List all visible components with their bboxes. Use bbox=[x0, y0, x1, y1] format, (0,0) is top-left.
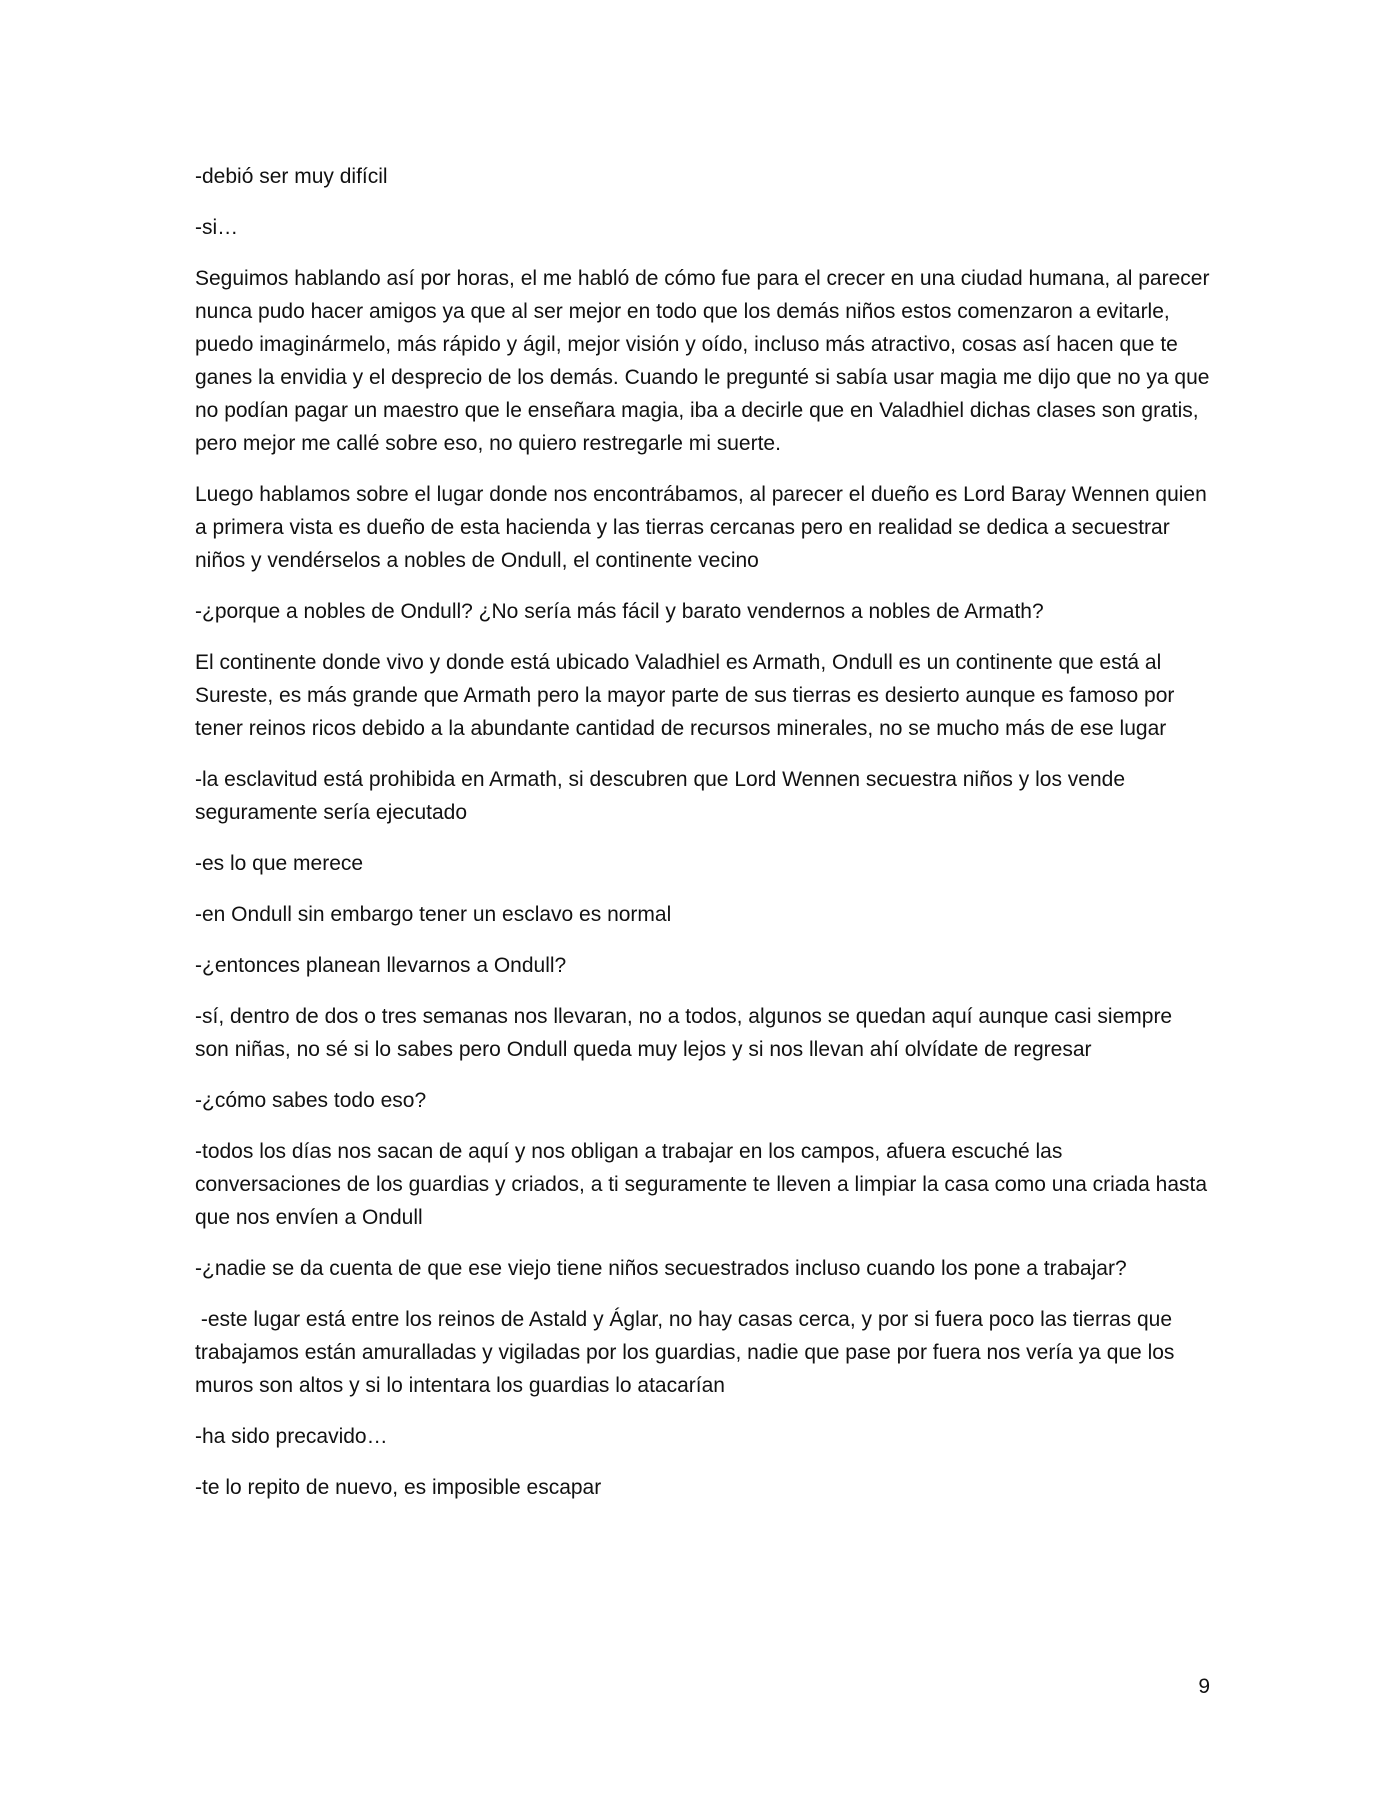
paragraph: -¿nadie se da cuenta de que ese viejo tiene niños secuestrados incluso cuando los pone a trabajar? bbox=[195, 1257, 1127, 1280]
paragraph: -¿entonces planean llevarnos a Ondull? bbox=[195, 954, 567, 977]
paragraph: -en Ondull sin embargo tener un esclavo es normal bbox=[195, 903, 672, 926]
paragraph: -¿porque a nobles de Ondull? ¿No sería más fácil y barato vendernos a nobles de Armath? bbox=[195, 600, 1044, 623]
paragraph: -sí, dentro de dos o tres semanas nos llevaran, no a todos, algunos se quedan aquí aunque casi siempre son niñas, no sé si lo sabes pero Ondull queda muy lejos y si nos llevan ahí olvídate de regresar bbox=[195, 1005, 1178, 1061]
paragraph: -¿cómo sabes todo eso? bbox=[195, 1089, 427, 1112]
page-number: 9 bbox=[1198, 1675, 1210, 1698]
paragraph: Seguimos hablando así por horas, el me habló de cómo fue para el crecer en una ciudad humana, al parecer nunca pudo hacer amigos ya que al ser mejor en todo que los demás niños estos comenzaron a evitarle, puedo imaginármelo, más rápido y ágil, mejor visión y oído, incluso más atractivo, cosas así hacen que te ganes la envidia y el desprecio de los demás. Cuando le pregunté si sabía usar magia me dijo que no ya que no podían pagar un maestro que le enseñara magia, iba a decirle que en Valadhiel dichas clases son gratis, pero mejor me callé sobre eso, no quiero restregarle mi suerte. bbox=[195, 267, 1216, 455]
paragraph: -si… bbox=[195, 216, 239, 239]
paragraph: Luego hablamos sobre el lugar donde nos encontrábamos, al parecer el dueño es Lord Baray Wennen quien a primera vista es dueño de esta hacienda y las tierras cercanas pero en realidad se dedica a secuestrar niños y vendérselos a nobles de Ondull, el continente vecino bbox=[195, 483, 1213, 572]
paragraph: -la esclavitud está prohibida en Armath, si descubren que Lord Wennen secuestra niños y los vende seguramente sería ejecutado bbox=[195, 768, 1131, 824]
paragraph: El continente donde vivo y donde está ubicado Valadhiel es Armath, Ondull es un continente que está al Sureste, es más grande que Armath pero la mayor parte de sus tierras es desierto aunque es famoso por tener reinos ricos debido a la abundante cantidad de recursos minerales, no se mucho más de ese lugar bbox=[195, 651, 1181, 740]
paragraph: -todos los días nos sacan de aquí y nos obligan a trabajar en los campos, afuera escuché las conversaciones de los guardias y criados, a ti seguramente te lleven a limpiar la casa como una criada hasta que nos envíen a Ondull bbox=[195, 1140, 1213, 1229]
paragraph: -este lugar está entre los reinos de Astald y Áglar, no hay casas cerca, y por si fuera poco las tierras que trabajamos están amuralladas y vigiladas por los guardias, nadie que pase por fuera nos vería ya que los muros son altos y si lo intentara los guardias lo atacarían bbox=[195, 1308, 1181, 1397]
paragraph: -ha sido precavido… bbox=[195, 1425, 388, 1448]
paragraph: -te lo repito de nuevo, es imposible escapar bbox=[195, 1476, 602, 1499]
body-text bbox=[195, 160, 1216, 1522]
paragraph: -debió ser muy difícil bbox=[195, 165, 388, 188]
paragraph: -es lo que merece bbox=[195, 852, 364, 875]
